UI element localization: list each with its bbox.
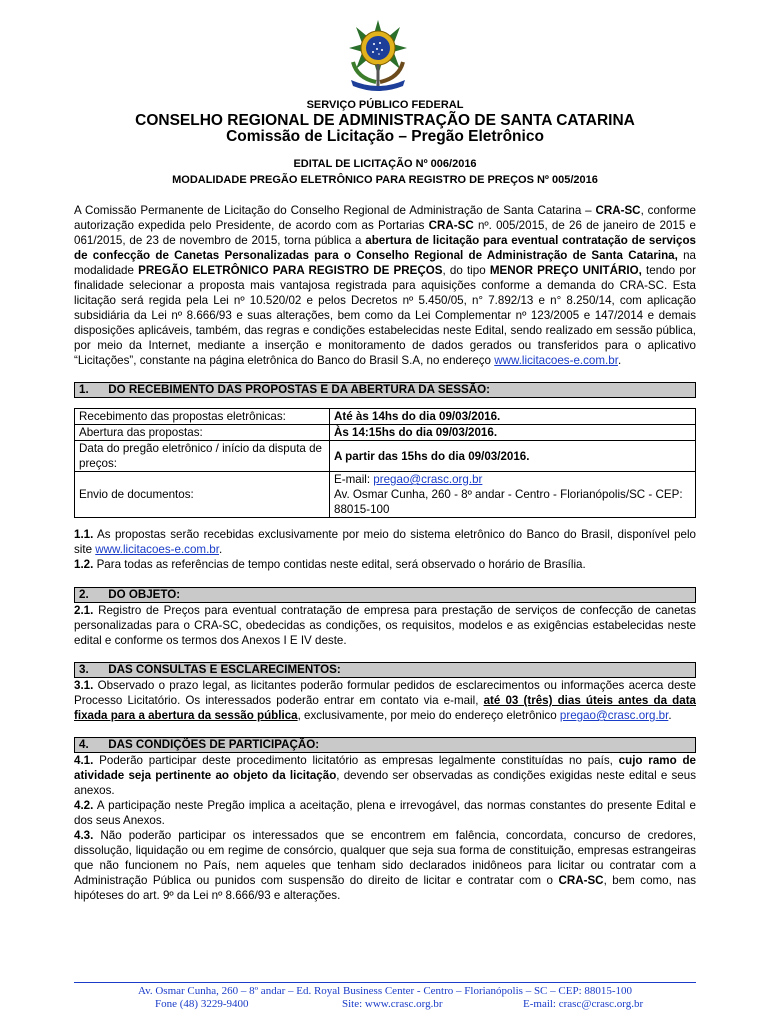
pregao-email-link[interactable]: pregao@crasc.org.br bbox=[373, 473, 483, 486]
table-row: Abertura das propostas: Às 14:15hs do dia 09/03/2016. bbox=[75, 425, 696, 441]
brazil-coat-of-arms-icon bbox=[343, 18, 413, 92]
table-row: Recebimento das propostas eletrônicas: Até às 14hs do dia 09/03/2016. bbox=[75, 409, 696, 425]
intro-paragraph: A Comissão Permanente de Licitação do Conselho Regional de Administração de Santa Catarina – CRA-SC, conforme autorização expedida pelo Presidente, de acordo com as Portarias CRA-SC nº. 005/2015, de 26 de janeiro de 2015 e 061/2015, de 23 de novembro de 2015, torna pública a abertura de licitação para eventual contratação de serviços de confecção de Canetas Personalizadas para o Conselho Regional de Administração de Santa Catarina, na modalidade PREGÃO ELETRÔNICO PARA REGISTRO DE PREÇOS, do tipo MENOR PREÇO UNITÁRIO, tendo por finalidade selecionar a proposta mais vantajosa registrada para aquisições conforme a demanda do CRA-SC. Esta licitação será regida pela Lei nº 10.520/02 e pelos Decretos nº 5.450/05, n° 7.892/13 e n° 8.250/14, com aplicação subsidiária da Lei nº 8.666/93 e suas alterações, bem como da Lei Complementar nº 123/2005 e 147/2014 e demais disposições aplicáveis, também, das regras e condições estabelecidas neste Edital, sendo realizado em sessão pública, por meio da Internet, mediante a inserção e monitoramento de dados gerados ou transferidos para o aplicativo “Licitações”, constante na página eletrônica do Banco do Brasil S.A, no endereço www.licitacoes-e.com.br. bbox=[74, 204, 697, 367]
footer-divider bbox=[74, 982, 696, 983]
schedule-table bbox=[74, 408, 696, 518]
paragraph-2-1: 2.1. Registro de Preços para eventual contratação de empresa para prestação de serviços de confecção de canetas personalizadas para o CRA-SC, obedecidas as condições, os requisitos, modelos e as exigências estabelecidas neste edital e conforme os termos dos Anexos I E IV deste. bbox=[74, 604, 696, 647]
paragraph-1-1: 1.1. As propostas serão recebidas exclusivamente por meio do sistema eletrônico do Banco do Brasil, disponível pelo site www.licitacoes-e.com.br. bbox=[74, 528, 696, 556]
footer-address: Av. Osmar Cunha, 260 – 8º andar – Ed. Royal Business Center - Centro – Florianópolis – SC – CEP: 88015-100 bbox=[137, 985, 633, 997]
table-row: Envio de documentos: E-mail: pregao@crasc.org.br Av. Osmar Cunha, 260 - 8º andar - Centro - Florianópolis/SC - CEP: 88015-100 bbox=[75, 472, 696, 518]
section-4-heading: 4. DAS CONDIÇÕES DE PARTICIPAÇÃO: bbox=[74, 737, 696, 753]
paragraph-4-2: 4.2. A participação neste Pregão implica a aceitação, plena e irrevogável, das normas constantes do presente Edital e dos seus Anexos. bbox=[74, 799, 696, 827]
council-heading: CONSELHO REGIONAL DE ADMINISTRAÇÃO DE SANTA CATARINA bbox=[135, 112, 635, 129]
pregao-email-link-2[interactable]: pregao@crasc.org.br bbox=[559, 709, 669, 722]
document-body bbox=[74, 203, 696, 903]
licitacoes-link[interactable]: www.licitacoes-e.com.br bbox=[494, 354, 618, 367]
paragraph-3-1: 3.1. Observado o prazo legal, as licitantes poderão formular pedidos de esclarecimentos ou informações acerca deste Processo Licitatório. Os interessados poderão entrar em contato via e-mail, até 03 (três) dias úteis antes da data fixada para a abertura da sessão pública, exclusivamente, por meio do endereço eletrônico pregao@crasc.org.br. bbox=[74, 679, 696, 722]
paragraph-4-3: 4.3. Não poderão participar os interessados que se encontrem em falência, concordata, concurso de credores, dissolução, liquidação ou em regime de consórcio, qualquer que seja sua forma de constituição, empresas estrangeiras que não funcionem no País, nem aqueles que tenham sido declarados inidôneos para licitar ou contratar com a Administração Pública ou punidos com suspensão do direito de licitar e contratar com o CRA-SC, bem como, nas hipóteses do art. 9º da Lei nº 8.666/93 e alterações. bbox=[74, 829, 696, 902]
footer-site[interactable]: Site: www.crasc.org.br bbox=[342, 998, 443, 1010]
page-footer bbox=[0, 985, 770, 1011]
section-3-heading: 3. DAS CONSULTAS E ESCLARECIMENTOS: bbox=[74, 662, 696, 678]
edital-heading: EDITAL DE LICITAÇÃO Nº 006/2016 bbox=[293, 158, 477, 170]
paragraph-4-1: 4.1. Poderão participar deste procedimento licitatório as empresas legalmente constituídas no país, cujo ramo de atividade seja pertinente ao objeto da licitação, devendo ser observadas as condições exigidas neste edital e seus anexos. bbox=[74, 754, 696, 797]
commission-heading: Comissão de Licitação – Pregão Eletrônico bbox=[226, 128, 544, 145]
modalidade-heading: MODALIDADE PREGÃO ELETRÔNICO PARA REGISTRO DE PREÇOS Nº 005/2016 bbox=[172, 174, 598, 186]
section-1-heading: 1. DO RECEBIMENTO DAS PROPOSTAS E DA ABERTURA DA SESSÃO: bbox=[74, 382, 696, 398]
service-heading: SERVIÇO PÚBLICO FEDERAL bbox=[306, 99, 464, 111]
paragraph-1-2: 1.2. Para todas as referências de tempo contidas neste edital, será observado o horário de Brasília. bbox=[74, 558, 586, 571]
licitacoes-link-2[interactable]: www.licitacoes-e.com.br bbox=[95, 543, 219, 556]
footer-phone: Fone (48) 3229-9400 bbox=[155, 998, 249, 1010]
footer-email[interactable]: E-mail: crasc@crasc.org.br bbox=[523, 998, 644, 1010]
section-2-heading: 2. DO OBJETO: bbox=[74, 587, 696, 603]
table-row: Data do pregão eletrônico / início da disputa de preços: A partir das 15hs do dia 09/03/2016. bbox=[75, 441, 696, 472]
